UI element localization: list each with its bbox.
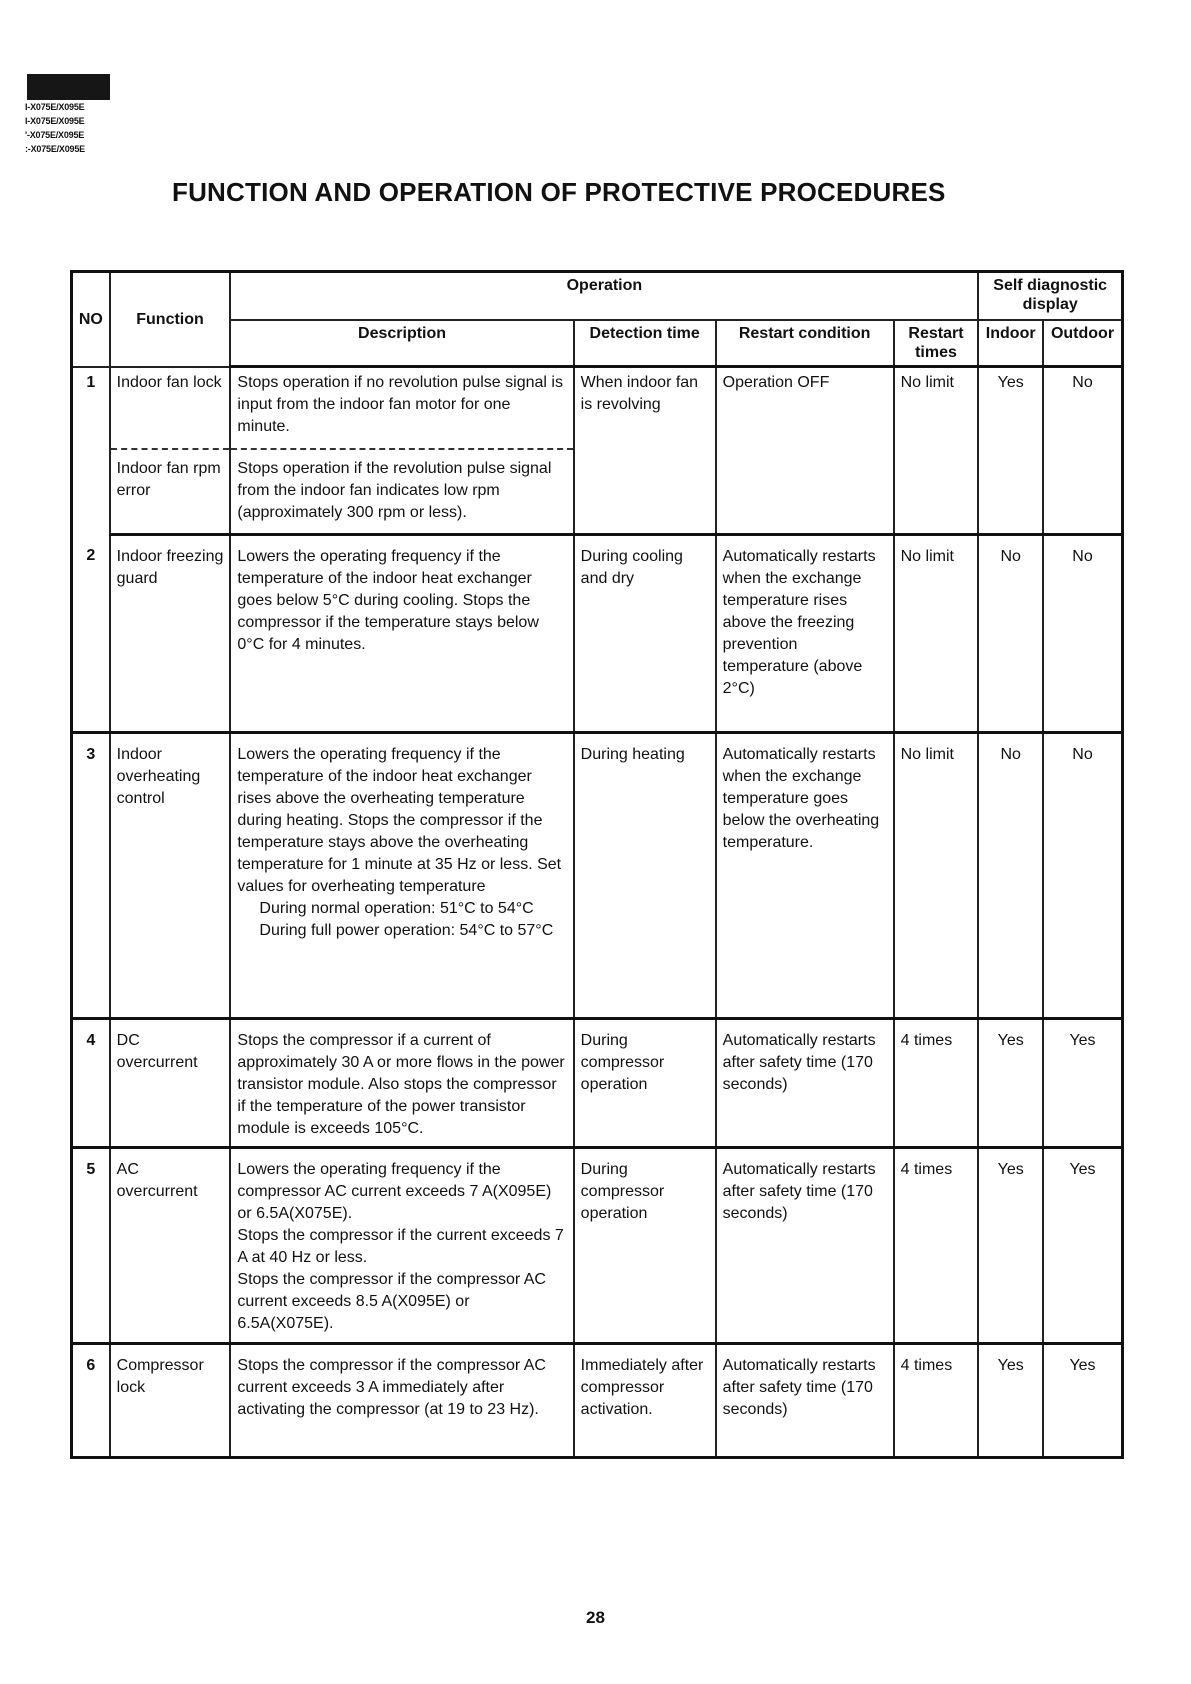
restart-times-cell: No limit	[894, 367, 979, 535]
row-number: 5	[72, 1148, 110, 1344]
model-code-line: I-X075E/X095E	[25, 102, 85, 112]
table-row	[72, 1148, 1123, 1344]
description-subitem: Stops the compressor if the compressor AC current exceeds 8.5 A(X095E) or 6.5A(X075E).	[237, 1271, 546, 1332]
function-cell: Compressor lock	[110, 1344, 231, 1458]
header-restart-condition: Restart condition	[716, 320, 894, 367]
function-cell: Indoor overheating control	[110, 733, 231, 1019]
restart-times-cell: 4 times	[894, 1148, 979, 1344]
model-code-line: '-X075E/X095E	[25, 130, 85, 140]
outdoor-display-cell: No	[1043, 733, 1123, 1019]
indoor-display-cell: Yes	[978, 1019, 1043, 1148]
description-subitem: During normal operation: 51°C to 54°C	[259, 900, 534, 917]
description-cell: Stops the compressor if the compressor AC current exceeds 3 A immediately after activating the compressor (at 19 to 23 Hz).	[230, 1344, 573, 1458]
description-cell: Stops the compressor if a current of approximately 30 A or more flows in the power transistor module. Also stops the compressor if the temperature of the power transistor module is exceeds 105°C.	[230, 1019, 573, 1148]
restart-condition-cell: Automatically restarts when the exchange temperature goes below the overheating temperature.	[716, 733, 894, 1019]
table-row	[72, 1019, 1123, 1148]
indoor-display-cell: Yes	[978, 367, 1043, 535]
description-cell	[230, 733, 573, 1019]
description-text: Lowers the operating frequency if the temperature of the indoor heat exchanger rises above the overheating temperature during heating. Stops the compressor if the temperature stays above the overheating temperature for 1 minute at 35 Hz or less. Set values for overheating temperature	[237, 746, 562, 895]
outdoor-display-cell: No	[1043, 367, 1123, 535]
model-code-line: I-X075E/X095E	[25, 116, 85, 126]
restart-times-cell: No limit	[894, 535, 979, 733]
header-no: NO	[72, 272, 110, 367]
indoor-display-cell: No	[978, 535, 1043, 733]
description-subitem: During full power operation: 54°C to 57°C	[259, 922, 554, 939]
header-indoor: Indoor	[978, 320, 1043, 367]
protective-procedures-table	[70, 270, 1124, 1459]
header-operation: Operation	[230, 272, 978, 321]
row-number: 1	[72, 367, 110, 535]
indoor-display-cell: No	[978, 733, 1043, 1019]
function-cell: Indoor freezing guard	[110, 535, 231, 733]
detection-cell: During cooling and dry	[574, 535, 716, 733]
description-cell	[230, 1148, 573, 1344]
model-code-bar	[27, 74, 110, 100]
header-description: Description	[230, 320, 573, 367]
description-cell: Stops operation if the revolution pulse signal from the indoor fan indicates low rpm (approximately 300 rpm or less).	[230, 449, 573, 535]
table-row	[72, 367, 1123, 449]
table-row	[72, 1344, 1123, 1458]
function-cell: AC overcurrent	[110, 1148, 231, 1344]
description-subitem: Stops the compressor if the current exceeds 7 A at 40 Hz or less.	[237, 1227, 564, 1266]
protective-procedures-table-wrap	[70, 270, 1124, 1459]
page-title: FUNCTION AND OPERATION OF PROTECTIVE PROCEDURES	[172, 177, 946, 207]
detection-cell: During heating	[574, 733, 716, 1019]
restart-times-cell: No limit	[894, 733, 979, 1019]
description-text: Lowers the operating frequency if the compressor AC current exceeds 7 A(X095E) or 6.5A(X075E).	[237, 1161, 552, 1222]
restart-times-cell: 4 times	[894, 1019, 979, 1148]
detection-cell: During compressor operation	[574, 1019, 716, 1148]
header-detection-time: Detection time	[574, 320, 716, 367]
function-cell: Indoor fan rpm error	[110, 449, 231, 535]
function-cell: Indoor fan lock	[110, 367, 231, 449]
restart-condition-cell: Operation OFF	[716, 367, 894, 535]
description-cell: Lowers the operating frequency if the temperature of the indoor heat exchanger goes below 5°C during cooling. Stops the compressor if the temperature stays below 0°C for 4 minutes.	[230, 535, 573, 733]
restart-condition-cell: Automatically restarts when the exchange temperature rises above the freezing prevention temperature (above 2°C)	[716, 535, 894, 733]
row-number: 4	[72, 1019, 110, 1148]
row-number: 6	[72, 1344, 110, 1458]
description-cell: Stops operation if no revolution pulse signal is input from the indoor fan motor for one minute.	[230, 367, 573, 449]
model-code-line: :-X075E/X095E	[25, 144, 85, 154]
restart-condition-cell: Automatically restarts after safety time (170 seconds)	[716, 1344, 894, 1458]
function-cell: DC overcurrent	[110, 1019, 231, 1148]
row-number: 3	[72, 733, 110, 1019]
outdoor-display-cell: Yes	[1043, 1019, 1123, 1148]
restart-condition-cell: Automatically restarts after safety time (170 seconds)	[716, 1019, 894, 1148]
detection-cell: During compressor operation	[574, 1148, 716, 1344]
header-function: Function	[110, 272, 231, 367]
table-header	[72, 272, 1123, 367]
page-number: 28	[586, 1608, 605, 1627]
detection-cell: When indoor fan is revolving	[574, 367, 716, 535]
outdoor-display-cell: No	[1043, 535, 1123, 733]
header-self-diagnostic: Self diagnostic display	[978, 272, 1122, 321]
header-outdoor: Outdoor	[1043, 320, 1123, 367]
detection-cell: Immediately after compressor activation.	[574, 1344, 716, 1458]
restart-times-cell: 4 times	[894, 1344, 979, 1458]
outdoor-display-cell: Yes	[1043, 1148, 1123, 1344]
model-code-block	[27, 74, 110, 156]
table-row	[72, 733, 1123, 1019]
table-row	[72, 535, 1123, 733]
outdoor-display-cell: Yes	[1043, 1344, 1123, 1458]
indoor-display-cell: Yes	[978, 1148, 1043, 1344]
row-number: 2	[72, 535, 110, 733]
restart-condition-cell: Automatically restarts after safety time (170 seconds)	[716, 1148, 894, 1344]
header-restart-times: Restart times	[894, 320, 979, 367]
indoor-display-cell: Yes	[978, 1344, 1043, 1458]
